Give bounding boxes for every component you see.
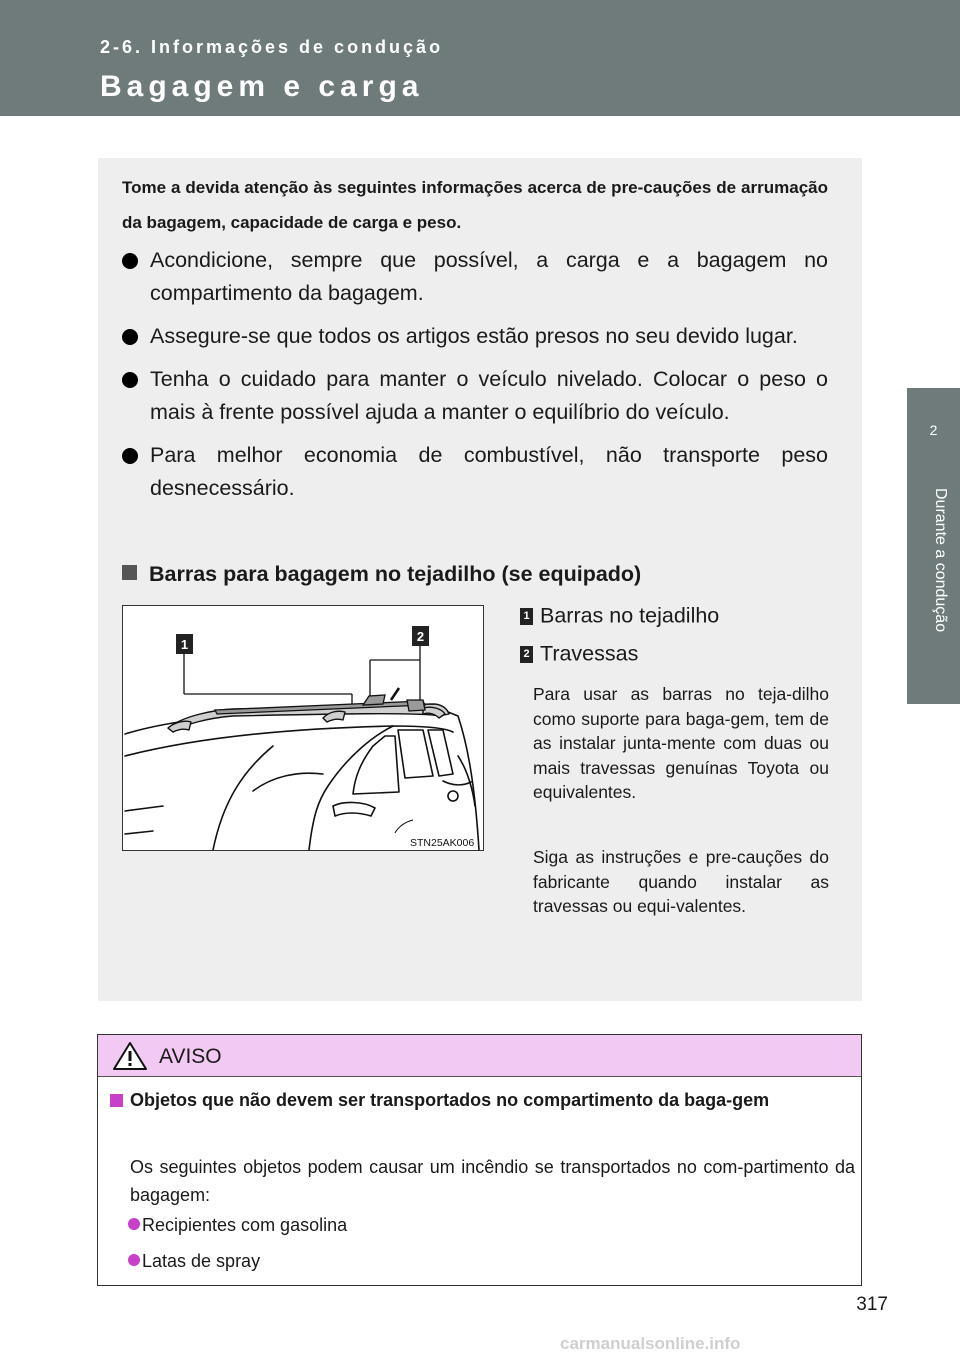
page-title: Bagagem e carga <box>100 70 424 103</box>
figure-code: STN25AK006 <box>410 837 475 849</box>
bullet-dot-icon <box>128 1254 140 1266</box>
page-number: 317 <box>856 1294 888 1315</box>
legend-number: 2 <box>520 646 533 663</box>
bullet-dot-icon <box>122 448 138 464</box>
warning-title: AVISO <box>159 1045 222 1068</box>
legend-label: Travessas <box>539 641 639 666</box>
warning-subhead <box>110 1087 855 1114</box>
list-item <box>122 320 828 353</box>
square-bullet-icon <box>110 1094 123 1107</box>
warning-subhead-text: Objetos que não devem ser transportados no compartimento da baga-gem <box>130 1090 770 1110</box>
bullet-dot-icon <box>128 1218 140 1230</box>
illustration-legend <box>520 598 830 674</box>
callout-2: 2 <box>416 629 425 644</box>
precaution-list <box>122 244 828 515</box>
roof-rack-illustration <box>122 605 484 851</box>
callout-1: 1 <box>180 637 189 652</box>
warning-list-item-text: Latas de spray <box>142 1251 261 1271</box>
legend-item <box>520 598 830 636</box>
warning-box <box>97 1034 862 1286</box>
bullet-dot-icon <box>122 372 138 388</box>
warning-triangle-icon <box>112 1041 148 1071</box>
bullet-dot-icon <box>122 253 138 269</box>
chapter-side-tab[interactable] <box>907 388 960 704</box>
intro-text: Tome a devida atenção às seguintes informações acerca de pre-cauções de arrumação da bagagem, capacidade de carga e peso. <box>122 178 828 232</box>
warning-header <box>98 1035 861 1077</box>
roof-rack-heading <box>122 558 828 590</box>
warning-list-item <box>130 1211 347 1239</box>
car-roof-drawing <box>123 606 483 850</box>
legend-item <box>520 636 830 674</box>
roof-rack-heading-text: Barras para bagagem no tejadilho (se equipado) <box>149 562 642 586</box>
list-item-text: Para melhor economia de combustível, não transporte peso desnecessário. <box>150 443 828 500</box>
warning-body: Os seguintes objetos podem causar um incêndio se transportados no com-partimento da bagagem: <box>130 1157 855 1205</box>
section-label: 2-6. Informações de condução <box>100 37 444 57</box>
page-header <box>0 0 960 116</box>
list-item <box>122 244 828 310</box>
watermark: carmanualsonline.info <box>560 1334 741 1353</box>
list-item <box>122 363 828 429</box>
chapter-number: 2 <box>929 422 938 438</box>
list-item <box>122 439 828 505</box>
manufacturer-note: Siga as instruções e pre-cauções do fabricante quando instalar as travessas ou equi-valentes. <box>533 847 829 916</box>
square-bullet-icon <box>122 565 137 580</box>
warning-list-item-text: Recipientes com gasolina <box>142 1215 348 1235</box>
bullet-dot-icon <box>122 329 138 345</box>
crossbar-note: Para usar as barras no teja-dilho como suporte para baga-gem, tem de as instalar junta-mente com duas ou mais travessas genuínas Toyota ou equivalentes. <box>533 684 829 802</box>
list-item-text: Assegure-se que todos os artigos estão presos no seu devido lugar. <box>150 324 798 348</box>
list-item-text: Acondicione, sempre que possível, a carga e a bagagem no compartimento da bagagem. <box>150 248 828 305</box>
chapter-label: Durante a condução <box>932 488 949 633</box>
warning-list-item <box>130 1247 260 1275</box>
list-item-text: Tenha o cuidado para manter o veículo nivelado. Colocar o peso o mais à frente possível ajuda a manter o equilíbrio do veículo. <box>150 367 828 424</box>
legend-number: 1 <box>520 608 533 625</box>
legend-label: Barras no tejadilho <box>539 603 720 628</box>
